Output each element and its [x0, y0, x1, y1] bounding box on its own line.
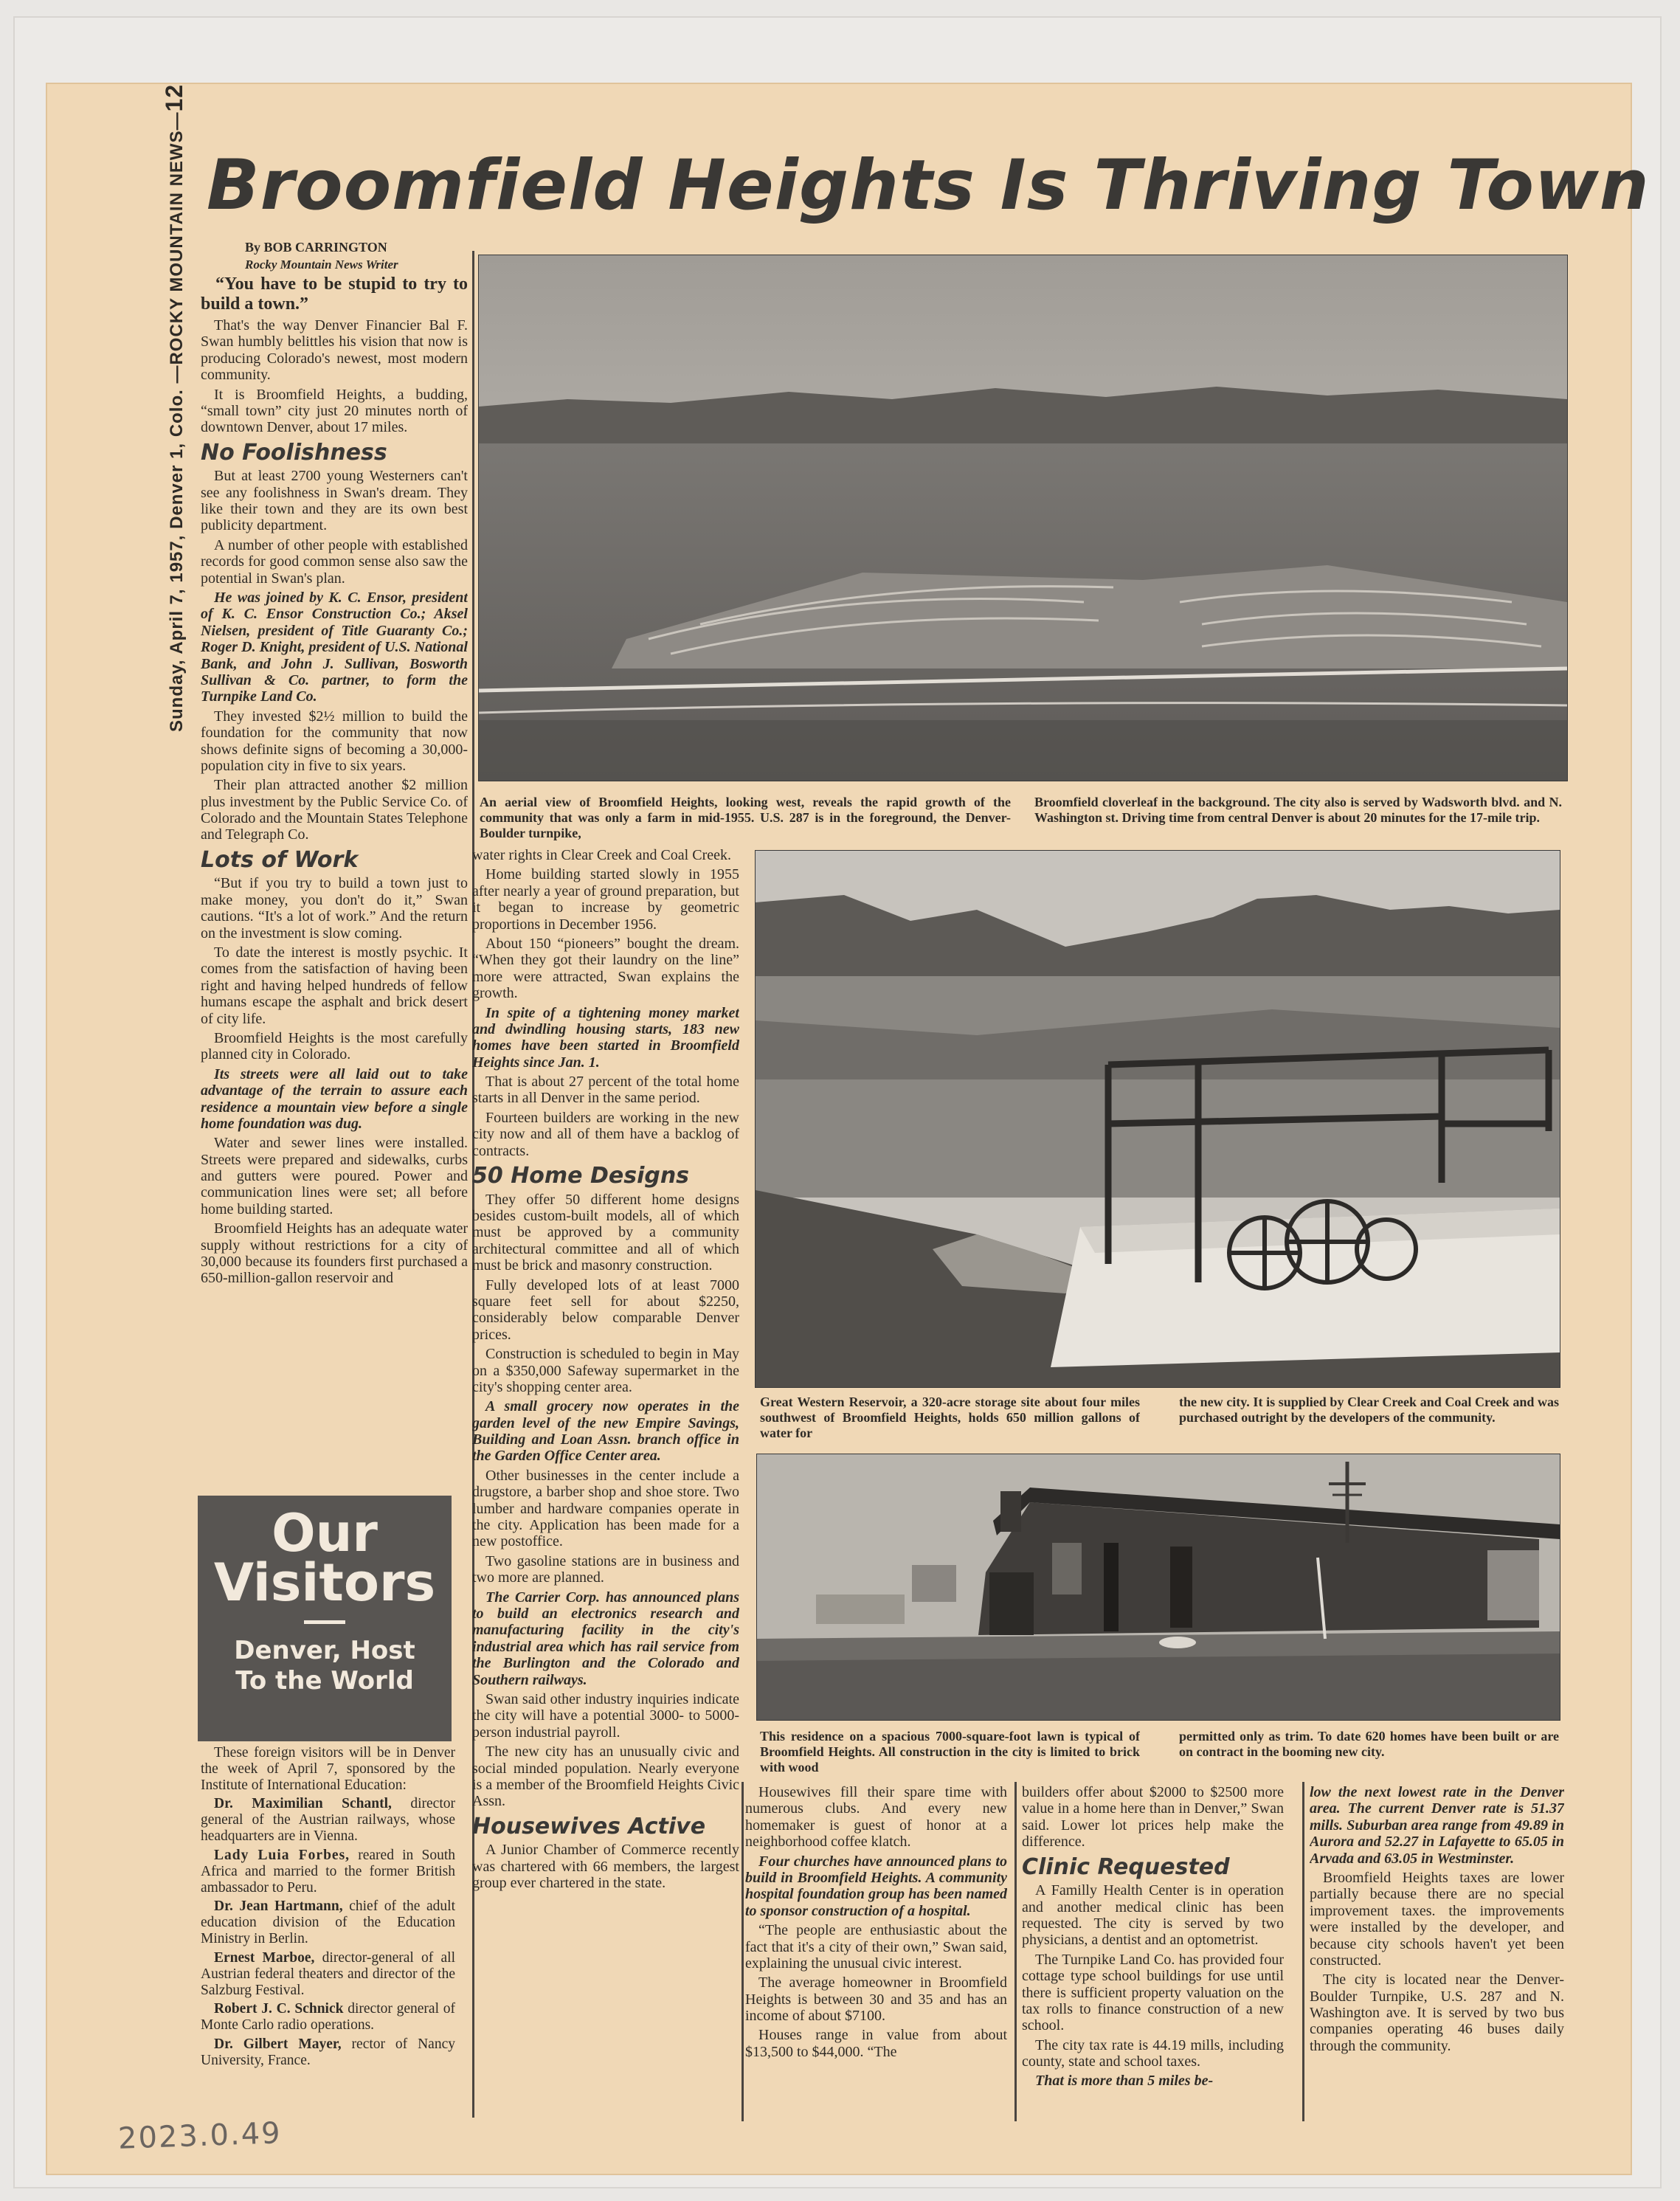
visitors-box-line3: Denver, Host [234, 1636, 415, 1665]
paragraph: That is about 27 percent of the total home starts in all Denver in the same period. [472, 1074, 739, 1107]
divider [304, 1620, 345, 1624]
paragraph: They invested $2½ million to build the foundation for the community that now shows definite signs of becoming a 30,000-population city in five to six years. [201, 708, 468, 774]
visitor-entry [201, 2036, 455, 2069]
visitor-desc: reared in South Africa and married to the former British ambassador to Peru. [201, 1847, 455, 1896]
visitor-name: Robert J. C. Schnick [214, 2001, 344, 2017]
paragraph: The average homeowner in Broomfield Heights is between 30 and 35 and has an income of about $7100. [745, 1974, 1007, 2025]
paragraph: About 150 “pioneers” bought the dream. “When they got their laundry on the line” more were attracted, Swan explains the growth. [472, 935, 739, 1002]
paragraph: Two gasoline stations are in business and two more are planned. [472, 1552, 739, 1586]
paragraph-emphasis: low the next lowest rate in the Denver area. The current Denver rate is 51.37 mills. Suburban area range from 49.89 in Aurora and 52.27 in Lafayette to 65.05 in Arvada and 63.05 in Westminster. [1310, 1784, 1564, 1867]
paragraph: Other businesses in the center include a drugstore, a barber shop and shoe store. Two lumber and hardware companies operate in the city. Application has been made for a new postoffice. [472, 1467, 739, 1550]
paragraph: The city is located near the Denver-Boulder Turnpike, U.S. 287 and N. Washington ave. It is served by two bus companies operating 46 buses daily through the community. [1310, 1972, 1564, 2054]
subhead-lots-of-work: Lots of Work [201, 846, 359, 873]
lede-quote: “You have to be stupid to try to build a town.” [201, 274, 468, 314]
paragraph: water rights in Clear Creek and Coal Creek. [472, 847, 731, 863]
paragraph: A Junior Chamber of Commerce recently was chartered with 66 members, the largest group ever chartered in the state. [472, 1842, 739, 1892]
article-column-5 [1310, 1784, 1564, 2124]
residence-caption-right: permitted only as trim. To date 620 homes have been built or are on contract in the booming new city. [1179, 1729, 1559, 1760]
subhead-housewives-active: Housewives Active [472, 1813, 706, 1839]
paragraph: Houses range in value from about $13,500 to $44,000. “The [745, 2027, 1007, 2060]
paragraph: Swan said other industry inquiries indicate the city will have a potential 3000- to 5000-person industrial payroll. [472, 1690, 739, 1741]
paragraph: Water and sewer lines were installed. Streets were prepared and sidewalks, curbs and gutters were poured. Power and communication lines were set; all before home building started. [201, 1135, 468, 1217]
masthead-vertical [152, 83, 196, 732]
paragraph-emphasis: Four churches have announced plans to build in Broomfield Heights. A community hospital foundation group has been named to sponsor construction of a hospital. [745, 1853, 1007, 1919]
visitors-box-line4: To the World [235, 1665, 414, 1696]
subhead-no-foolishness: No Foolishness [201, 439, 387, 466]
headline: Broomfield Heights Is Thriving Town [207, 145, 1650, 226]
paragraph-emphasis: That is more than 5 miles be- [1035, 2073, 1214, 2090]
paragraph-emphasis: He was joined by K. C. Ensor, president of K. C. Ensor Construction Co.; Aksel Nielsen, president of Title Guaranty Co.; Roger D. Knight, president of U.S. National Bank, and John J. Sullivan, Bosworth Sullivan & Co. partner, to form the Turnpike Land Co. [201, 590, 468, 705]
subhead-clinic-requested: Clinic Requested [1022, 1853, 1230, 1880]
visitor-entry [201, 1950, 455, 1998]
paragraph: Their plan attracted another $2 million plus investment by the Public Service Co. of Colorado and the Mountain States Telephone and Telegraph Co. [201, 777, 468, 843]
reservoir-photo-image [756, 851, 1560, 1387]
reservoir-caption-right: the new city. It is supplied by Clear Creek and Coal Creek and was purchased outright by the developers of the community. [1179, 1395, 1559, 1426]
byline-role: Rocky Mountain News Writer [245, 258, 398, 272]
visitor-desc: chief of the adult education division of the Education Ministry in Berlin. [201, 1898, 455, 1947]
our-visitors-box [198, 1496, 452, 1741]
column-rule [742, 1782, 744, 2121]
paragraph: The city tax rate is 44.19 mills, including county, state and school taxes. [1022, 2036, 1284, 2070]
visitor-name: Dr. Jean Hartmann, [214, 1898, 343, 1915]
paragraph: The new city has an unusually civic and social minded population. Nearly everyone is a member of the Broomfield Heights Civic Assn. [472, 1744, 739, 1810]
paragraph: Construction is scheduled to begin in May on a $350,000 Safeway supermarket in the city's shopping center area. [472, 1346, 739, 1395]
masthead-text: Sunday, April 7, 1957, Denver 1, Colo. —ROCKY MOUNTAIN NEWS— [167, 111, 187, 732]
paragraph: But at least 2700 young Westerners can't see any foolishness in Swan's dream. They like their town and they are its own best publicity department. [201, 468, 468, 534]
paragraph: builders offer about $2000 to $2500 more value in a home here than in Denver,” Swan said. Lower lot prices help make the difference. [1022, 1784, 1284, 1851]
paragraph: A Familly Health Center is in operation and another medical clinic has been requested. The city is served by two physicians, a dentist and an optometrist. [1022, 1882, 1284, 1949]
paragraph: Housewives fill their spare time with numerous clubs. And every new homemaker is guest of honor at a neighborhood coffee klatch. [745, 1784, 1007, 1851]
visitor-desc: rector of Nancy University, France. [201, 2036, 455, 2068]
column-rule [1302, 1782, 1304, 2121]
paragraph-emphasis: A small grocery now operates in the garden level of the new Empire Savings, Building and Loan Assn. branch office in the Garden Office Center area. [472, 1398, 739, 1465]
residence-photo [756, 1454, 1560, 1721]
paragraph: Broomfield Heights taxes are lower partially because there are no special improvement taxes. the improvements were installed by the developer, and because city schools haven't yet been constructed. [1310, 1869, 1564, 1969]
visitor-desc: director-general of all Austrian federal theaters and director of the Salzburg Festival. [201, 1949, 455, 1998]
visitor-name: Dr. Gilbert Mayer, [214, 2036, 342, 2053]
visitor-name: Ernest Marboe, [214, 1949, 315, 1966]
visitor-desc: director general of the Austrian railways, whose headquarters are in Vienna. [201, 1796, 455, 1845]
catalog-number: 2023.0.49 [117, 2116, 283, 2156]
page-number: 12 [161, 83, 187, 112]
aerial-caption-right: Broomfield cloverleaf in the background. The city also is served by Wadsworth blvd. and N. Washington st. Driving time from central Denver is about 20 minutes for the 17-mile trip. [1034, 795, 1562, 826]
visitor-entry [201, 1848, 455, 1896]
visitor-entry [201, 1796, 455, 1844]
visitor-name: Lady Luia Forbes, [214, 1847, 350, 1863]
paragraph: That's the way Denver Financier Bal F. Swan humbly belittles his vision that now is producing Colorado's newest, most modern community. [201, 317, 468, 384]
paragraph: Home building started slowly in 1955 after nearly a year of ground preparation, but it began to increase by geometric proportions in December 1956. [472, 866, 739, 933]
paragraph-emphasis: Its streets were all laid out to take advantage of the terrain to assure each residence a mountain view before a single home foundation was dug. [201, 1065, 468, 1132]
paragraph: “But if you try to build a town just to make money, you don't do it,” Swan cautions. “It's a lot of work.” And the return on the investment is slow coming. [201, 875, 468, 941]
visitors-list [201, 1745, 455, 2114]
aerial-photo-image [479, 255, 1567, 781]
paragraph: Broomfield Heights is the most carefully planned city in Colorado. [201, 1029, 468, 1063]
paragraph: To date the interest is mostly psychic. It comes from the satisfaction of having been right and having helped hundreds of fellow humans escape the asphalt and brick desert of city life. [201, 944, 468, 1027]
aerial-caption-left: An aerial view of Broomfield Heights, looking west, reveals the rapid growth of the community that was only a farm in mid-1955. U.S. 287 is in the foreground, the Denver-Boulder turnpike, [480, 795, 1011, 841]
visitors-box-line1: Our [272, 1503, 378, 1563]
reservoir-caption-left: Great Western Reservoir, a 320-acre storage site about four miles southwest of Broomfield Heights, holds 650 million gallons of water for [760, 1395, 1140, 1441]
paragraph: Broomfield Heights has an adequate water supply without restrictions for a city of 30,000 because its founders first purchased a 650-million-gallon reservoir and [201, 1220, 468, 1287]
aerial-view-photo [478, 255, 1568, 781]
paragraph: Fully developed lots of at least 7000 square feet sell for about $2250, considerably below comparable Denver prices. [472, 1276, 739, 1343]
article-column-3 [745, 1784, 1007, 2124]
visitor-name: Dr. Maximilian Schantl, [214, 1796, 392, 1812]
paragraph: “The people are enthusiastic about the fact that it's a city of their own,” Swan said, explaining the unusual civic interest. [745, 1922, 1007, 1972]
visitors-box-line2: Visitors [213, 1552, 436, 1613]
column-rule [1014, 1782, 1017, 2121]
visitors-intro: These foreign visitors will be in Denver the week of April 7, sponsored by the Institute of International Education: [201, 1745, 455, 1793]
visitor-entry [201, 1898, 455, 1946]
paragraph: It is Broomfield Heights, a budding, “small town” city just 20 minutes north of downtown Denver, about 17 miles. [201, 386, 468, 436]
article-column-1 [201, 240, 468, 1485]
residence-caption-left: This residence on a spacious 7000-square-foot lawn is typical of Broomfield Heights. All construction in the city is limited to brick with wood [760, 1729, 1140, 1775]
reservoir-photo [755, 850, 1560, 1388]
article-column-2 [472, 847, 739, 2121]
paragraph-emphasis: The Carrier Corp. has announced plans to build an electronics research and manufacturing facility in the city's industrial area which has rail service from the Burlington and the Colorado and Southern railways. [472, 1589, 739, 1688]
article-column-4 [1022, 1784, 1284, 2124]
visitor-desc: director general of Monte Carlo radio operations. [201, 2001, 455, 2034]
residence-photo-image [757, 1454, 1560, 1720]
byline: By BOB CARRINGTON [245, 240, 387, 255]
paragraph: They offer 50 different home designs besides custom-built models, all of which must be approved by a community architectural committee and all of which must be brick and masonry construction. [472, 1191, 739, 1274]
subhead-50-home-designs: 50 Home Designs [472, 1163, 690, 1189]
paragraph: Fourteen builders are working in the new city now and all of them have a backlog of contracts. [472, 1109, 739, 1159]
paragraph: A number of other people with established records for good common sense also saw the potential in Swan's plan. [201, 536, 468, 587]
visitor-entry [201, 2001, 455, 2034]
paragraph-emphasis: In spite of a tightening money market and dwindling housing starts, 183 new homes have been started in Broomfield Heights since Jan. 1. [472, 1004, 739, 1071]
paragraph: The Turnpike Land Co. has provided four cottage type school buildings for use until there is sufficient property valuation on the tax rolls to finance construction of a new school. [1022, 1951, 1284, 2034]
